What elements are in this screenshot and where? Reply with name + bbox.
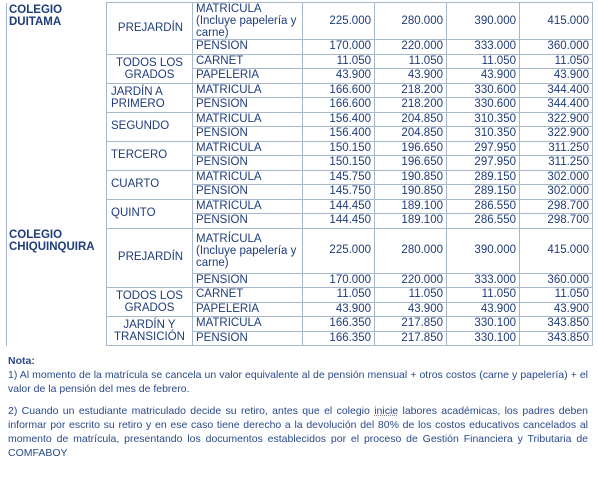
grade-label: QUINTO [107, 199, 193, 228]
fee-value-cell: 330.100 [447, 331, 520, 346]
fee-value-cell: 333.000 [447, 40, 520, 55]
fee-value-cell: 43.900 [447, 302, 520, 317]
fee-value-cell: 220.000 [375, 40, 447, 55]
fee-value-cell: 170.000 [303, 40, 375, 55]
fee-value-cell: 218.200 [375, 98, 447, 113]
fee-value-cell: 166.600 [303, 98, 375, 113]
fee-value-cell: 344.400 [520, 98, 593, 113]
concept-cell: PENSION [193, 185, 303, 200]
concept-cell: PENSION [193, 273, 303, 288]
concept-cell: CARNET [193, 54, 303, 69]
fee-value-cell: 43.900 [303, 69, 375, 84]
concept-cell: MATRICULA [193, 317, 303, 332]
fee-value-cell: 43.900 [447, 69, 520, 84]
grade-label: PREJARDÍN [107, 3, 193, 55]
fee-value-cell: 43.900 [520, 69, 593, 84]
note-2-underlined-word: inicie [374, 405, 399, 417]
concept-cell: PENSION [193, 331, 303, 346]
concept-cell: MATRICULA [193, 83, 303, 98]
fee-value-cell: 156.400 [303, 127, 375, 142]
fee-value-cell: 297.950 [447, 156, 520, 171]
fee-value-cell: 333.000 [447, 273, 520, 288]
table-row [7, 228, 593, 273]
fee-value-cell: 11.050 [303, 54, 375, 69]
fees-table [6, 2, 593, 346]
fee-value-cell: 11.050 [375, 288, 447, 303]
concept-cell: PENSION [193, 98, 303, 113]
fee-value-cell: 415.000 [520, 228, 593, 273]
fee-value-cell: 11.050 [520, 54, 593, 69]
fee-value-cell: 43.900 [520, 302, 593, 317]
fee-value-cell: 217.850 [375, 331, 447, 346]
concept-cell: PENSION [193, 156, 303, 171]
fee-value-cell: 166.350 [303, 317, 375, 332]
note-2-part-b: labores académicas, los padres deben informar por escrito su retiro y en ese caso tiene derecho a la devolución del 80% de los costos educativos cancelados al momento de matrícula, presentando los documentos establecidos por el proceso de Gestión Financiera y Tributaria de COMFABOY [8, 405, 588, 459]
grade-label: SEGUNDO [107, 112, 193, 141]
concept-cell: MATRICULA [193, 199, 303, 214]
fee-value-cell: 302.000 [520, 185, 593, 200]
fee-value-cell: 196.650 [375, 156, 447, 171]
fee-value-cell: 144.450 [303, 199, 375, 214]
concept-cell: PENSION [193, 40, 303, 55]
notes-title: Nota: [8, 355, 35, 367]
fee-value-cell: 289.150 [447, 185, 520, 200]
fee-value-cell: 166.600 [303, 83, 375, 98]
fee-value-cell: 217.850 [375, 317, 447, 332]
fee-value-cell: 360.000 [520, 40, 593, 55]
grade-label: TODOS LOS GRADOS [107, 54, 193, 83]
concept-cell: MATRICULA [193, 112, 303, 127]
fee-value-cell: 170.000 [303, 273, 375, 288]
fee-value-cell: 196.650 [375, 141, 447, 156]
concept-cell: PAPELERÍA [193, 69, 303, 84]
concept-cell: MATRÍCULA (Incluye papelería y carne) [193, 3, 303, 40]
fee-value-cell: 150.150 [303, 141, 375, 156]
note-1: 1) Al momento de la matrícula se cancela un valor equivalente al de pensión mensual + otros costos (carne y papelería) + el valor de la pensión del mes de febrero. [8, 369, 588, 395]
fee-value-cell: 225.000 [303, 228, 375, 273]
fee-value-cell: 220.000 [375, 273, 447, 288]
fee-value-cell: 343.850 [520, 317, 593, 332]
concept-cell: PAPELERÍA [193, 302, 303, 317]
note-2-part-a: 2) Cuando un estudiante matriculado decide su retiro, antes que el colegio [8, 405, 375, 417]
grade-label: JARDÍN Y TRANSICIÓN [107, 317, 193, 346]
fee-value-cell: 330.600 [447, 83, 520, 98]
fee-value-cell: 360.000 [520, 273, 593, 288]
fee-value-cell: 390.000 [447, 3, 520, 40]
fee-value-cell: 225.000 [303, 3, 375, 40]
fee-value-cell: 43.900 [375, 302, 447, 317]
fee-value-cell: 280.000 [375, 228, 447, 273]
concept-cell: MATRICULA [193, 141, 303, 156]
fee-value-cell: 330.100 [447, 317, 520, 332]
fee-value-cell: 43.900 [375, 69, 447, 84]
fee-value-cell: 11.050 [375, 54, 447, 69]
fee-value-cell: 310.350 [447, 127, 520, 142]
fee-value-cell: 302.000 [520, 170, 593, 185]
fee-value-cell: 204.850 [375, 112, 447, 127]
fee-value-cell: 330.600 [447, 98, 520, 113]
fee-value-cell: 11.050 [520, 288, 593, 303]
school-name: COLEGIO CHIQUINQUIRA [7, 228, 107, 346]
fee-value-cell: 322.900 [520, 127, 593, 142]
grade-label: CUARTO [107, 170, 193, 199]
fee-value-cell: 166.350 [303, 331, 375, 346]
concept-cell: MATRÍCULA (Incluye papelería y carne) [193, 228, 303, 273]
fee-value-cell: 145.750 [303, 185, 375, 200]
fee-value-cell: 43.900 [303, 302, 375, 317]
fees-table-container [6, 2, 592, 352]
fee-value-cell: 311.250 [520, 156, 593, 171]
fee-value-cell: 190.850 [375, 170, 447, 185]
fee-value-cell: 343.850 [520, 331, 593, 346]
fee-value-cell: 322.900 [520, 112, 593, 127]
table-row [7, 3, 593, 40]
fee-value-cell: 298.700 [520, 214, 593, 229]
concept-cell: PENSION [193, 214, 303, 229]
note-2 [8, 404, 588, 460]
grade-label: TERCERO [107, 141, 193, 170]
concept-cell: PENSION [193, 127, 303, 142]
school-name: COLEGIO DUITAMA [7, 3, 107, 229]
grade-label: JARDÍN A PRIMERO [107, 83, 193, 112]
fee-value-cell: 390.000 [447, 228, 520, 273]
fee-value-cell: 310.350 [447, 112, 520, 127]
fee-value-cell: 204.850 [375, 127, 447, 142]
fee-value-cell: 297.950 [447, 141, 520, 156]
fee-value-cell: 11.050 [447, 54, 520, 69]
fee-value-cell: 298.700 [520, 199, 593, 214]
grade-label: TODOS LOS GRADOS [107, 288, 193, 317]
fee-value-cell: 415.000 [520, 3, 593, 40]
fee-value-cell: 11.050 [303, 288, 375, 303]
fee-value-cell: 156.400 [303, 112, 375, 127]
fee-value-cell: 286.550 [447, 214, 520, 229]
fee-value-cell: 189.100 [375, 199, 447, 214]
fee-value-cell: 145.750 [303, 170, 375, 185]
fee-value-cell: 150.150 [303, 156, 375, 171]
fee-value-cell: 189.100 [375, 214, 447, 229]
fee-value-cell: 11.050 [447, 288, 520, 303]
fee-value-cell: 311.250 [520, 141, 593, 156]
fee-value-cell: 344.400 [520, 83, 593, 98]
notes-section [8, 354, 588, 460]
fee-value-cell: 280.000 [375, 3, 447, 40]
fee-value-cell: 218.200 [375, 83, 447, 98]
fee-value-cell: 289.150 [447, 170, 520, 185]
concept-cell: MATRICULA [193, 170, 303, 185]
grade-label: PREJARDÍN [107, 228, 193, 288]
concept-cell: CARNET [193, 288, 303, 303]
fee-value-cell: 286.550 [447, 199, 520, 214]
fee-value-cell: 144.450 [303, 214, 375, 229]
fee-value-cell: 190.850 [375, 185, 447, 200]
